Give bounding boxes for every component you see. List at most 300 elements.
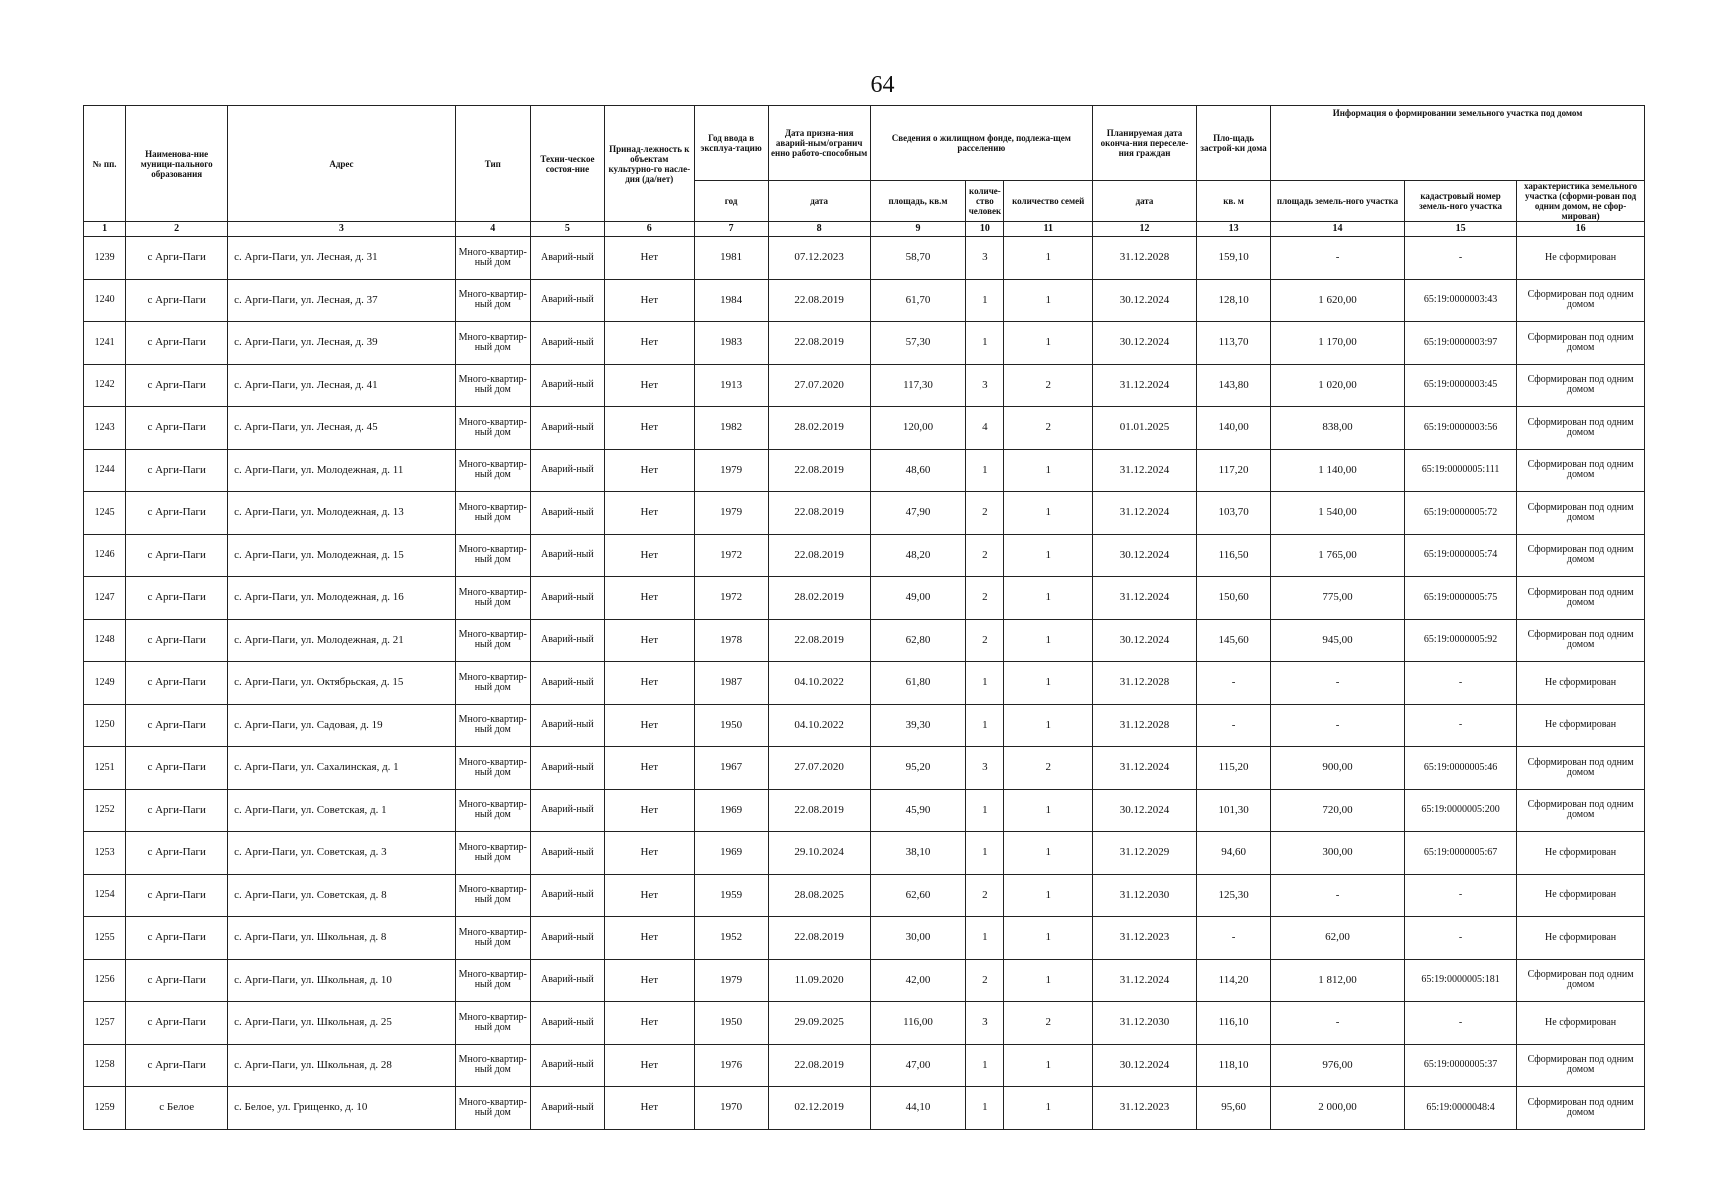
- families-cell: 1: [1004, 704, 1093, 747]
- year-cell: 1969: [694, 832, 768, 875]
- address-cell: с. Арги-Паги, ул. Сахалинская, д. 1: [228, 747, 456, 790]
- header-commission-year: Год ввода в эксплуа-тацию: [694, 106, 768, 181]
- state-cell: Аварий-ный: [530, 407, 604, 450]
- table-row: [84, 279, 1645, 322]
- families-cell: 1: [1004, 449, 1093, 492]
- address-cell: с. Арги-Паги, ул. Садовая, д. 19: [228, 704, 456, 747]
- heritage-cell: Нет: [604, 237, 694, 280]
- column-number: 13: [1197, 222, 1271, 237]
- heritage-cell: Нет: [604, 577, 694, 620]
- planned-date-cell: 31.12.2028: [1093, 662, 1197, 705]
- row-number: 1252: [84, 789, 126, 832]
- people-cell: 1: [966, 789, 1004, 832]
- year-cell: 1970: [694, 1087, 768, 1130]
- emergency-date-cell: 22.08.2019: [768, 917, 870, 960]
- land-area-cell: 1 765,00: [1271, 534, 1405, 577]
- building-area-cell: 101,30: [1197, 789, 1271, 832]
- heritage-cell: Нет: [604, 534, 694, 577]
- land-area-cell: -: [1271, 704, 1405, 747]
- land-characteristic-cell: Сформирован под одним домом: [1517, 449, 1645, 492]
- year-cell: 1913: [694, 364, 768, 407]
- resettlement-table: [83, 105, 1645, 1130]
- row-number: 1241: [84, 322, 126, 365]
- table-row: [84, 364, 1645, 407]
- building-area-cell: -: [1197, 917, 1271, 960]
- table-row: [84, 959, 1645, 1002]
- year-cell: 1987: [694, 662, 768, 705]
- people-cell: 2: [966, 959, 1004, 1002]
- type-cell: Много-квартир-ный дом: [455, 577, 530, 620]
- municipality-cell: с Арги-Паги: [126, 577, 228, 620]
- families-cell: 1: [1004, 832, 1093, 875]
- municipality-cell: с Арги-Паги: [126, 1044, 228, 1087]
- table-row: [84, 789, 1645, 832]
- planned-date-cell: 31.12.2023: [1093, 917, 1197, 960]
- municipality-cell: с Арги-Паги: [126, 917, 228, 960]
- emergency-date-cell: 02.12.2019: [768, 1087, 870, 1130]
- table-row: [84, 619, 1645, 662]
- table-row: [84, 704, 1645, 747]
- cadastral-number-cell: 65:19:0000005:74: [1404, 534, 1516, 577]
- emergency-date-cell: 22.08.2019: [768, 322, 870, 365]
- unit-year: год: [694, 181, 768, 222]
- column-number: 4: [455, 222, 530, 237]
- land-characteristic-cell: Сформирован под одним домом: [1517, 364, 1645, 407]
- area-cell: 49,00: [870, 577, 966, 620]
- cadastral-number-cell: -: [1404, 874, 1516, 917]
- row-number: 1257: [84, 1002, 126, 1045]
- building-area-cell: -: [1197, 704, 1271, 747]
- area-cell: 120,00: [870, 407, 966, 450]
- people-cell: 1: [966, 1087, 1004, 1130]
- column-number: 1: [84, 222, 126, 237]
- table-row: [84, 874, 1645, 917]
- planned-date-cell: 30.12.2024: [1093, 789, 1197, 832]
- header-land-characteristic: характеристика земельного участка (сформи-рован под одним домом, не сфор-мирован): [1517, 181, 1645, 222]
- state-cell: Аварий-ный: [530, 577, 604, 620]
- row-number: 1245: [84, 492, 126, 535]
- people-cell: 1: [966, 449, 1004, 492]
- address-cell: с. Арги-Паги, ул. Лесная, д. 45: [228, 407, 456, 450]
- people-cell: 2: [966, 534, 1004, 577]
- header-type: Тип: [455, 106, 530, 222]
- state-cell: Аварий-ный: [530, 322, 604, 365]
- area-cell: 38,10: [870, 832, 966, 875]
- municipality-cell: с Арги-Паги: [126, 322, 228, 365]
- address-cell: с. Арги-Паги, ул. Советская, д. 1: [228, 789, 456, 832]
- land-area-cell: 900,00: [1271, 747, 1405, 790]
- area-cell: 58,70: [870, 237, 966, 280]
- land-area-cell: 1 620,00: [1271, 279, 1405, 322]
- type-cell: Много-квартир-ный дом: [455, 449, 530, 492]
- heritage-cell: Нет: [604, 917, 694, 960]
- type-cell: Много-квартир-ный дом: [455, 619, 530, 662]
- cadastral-number-cell: 65:19:0000005:181: [1404, 959, 1516, 1002]
- planned-date-cell: 31.12.2024: [1093, 492, 1197, 535]
- emergency-date-cell: 11.09.2020: [768, 959, 870, 1002]
- planned-date-cell: 31.12.2029: [1093, 832, 1197, 875]
- unit-plan-date: дата: [1093, 181, 1197, 222]
- type-cell: Много-квартир-ный дом: [455, 237, 530, 280]
- land-area-cell: 1 812,00: [1271, 959, 1405, 1002]
- emergency-date-cell: 29.09.2025: [768, 1002, 870, 1045]
- families-cell: 1: [1004, 492, 1093, 535]
- area-cell: 57,30: [870, 322, 966, 365]
- address-cell: с. Арги-Паги, ул. Лесная, д. 39: [228, 322, 456, 365]
- type-cell: Много-квартир-ный дом: [455, 407, 530, 450]
- cadastral-number-cell: 65:19:0000005:46: [1404, 747, 1516, 790]
- land-area-cell: 2 000,00: [1271, 1087, 1405, 1130]
- people-cell: 3: [966, 237, 1004, 280]
- header-land-area: площадь земель-ного участка: [1271, 181, 1405, 222]
- families-cell: 1: [1004, 917, 1093, 960]
- families-cell: 1: [1004, 534, 1093, 577]
- people-cell: 1: [966, 917, 1004, 960]
- building-area-cell: 116,50: [1197, 534, 1271, 577]
- families-cell: 1: [1004, 619, 1093, 662]
- land-characteristic-cell: Сформирован под одним домом: [1517, 322, 1645, 365]
- municipality-cell: с Арги-Паги: [126, 789, 228, 832]
- type-cell: Много-квартир-ный дом: [455, 917, 530, 960]
- type-cell: Много-квартир-ный дом: [455, 704, 530, 747]
- address-cell: с. Арги-Паги, ул. Школьная, д. 10: [228, 959, 456, 1002]
- area-cell: 30,00: [870, 917, 966, 960]
- address-cell: с. Арги-Паги, ул. Молодежная, д. 11: [228, 449, 456, 492]
- planned-date-cell: 30.12.2024: [1093, 534, 1197, 577]
- land-characteristic-cell: Сформирован под одним домом: [1517, 619, 1645, 662]
- land-characteristic-cell: Сформирован под одним домом: [1517, 747, 1645, 790]
- table-row: [84, 1002, 1645, 1045]
- people-cell: 2: [966, 492, 1004, 535]
- row-number: 1254: [84, 874, 126, 917]
- cadastral-number-cell: 65:19:0000003:97: [1404, 322, 1516, 365]
- land-area-cell: -: [1271, 237, 1405, 280]
- land-area-cell: 945,00: [1271, 619, 1405, 662]
- people-cell: 1: [966, 1044, 1004, 1087]
- header-municipality: Наименова-ние муници-пального образования: [126, 106, 228, 222]
- heritage-cell: Нет: [604, 449, 694, 492]
- year-cell: 1976: [694, 1044, 768, 1087]
- state-cell: Аварий-ный: [530, 1087, 604, 1130]
- land-area-cell: 838,00: [1271, 407, 1405, 450]
- cadastral-number-cell: -: [1404, 237, 1516, 280]
- emergency-date-cell: 07.12.2023: [768, 237, 870, 280]
- cadastral-number-cell: -: [1404, 662, 1516, 705]
- building-area-cell: 143,80: [1197, 364, 1271, 407]
- cadastral-number-cell: -: [1404, 917, 1516, 960]
- area-cell: 44,10: [870, 1087, 966, 1130]
- type-cell: Много-квартир-ный дом: [455, 364, 530, 407]
- column-number: 7: [694, 222, 768, 237]
- cadastral-number-cell: 65:19:0000005:75: [1404, 577, 1516, 620]
- year-cell: 1979: [694, 959, 768, 1002]
- address-cell: с. Арги-Паги, ул. Советская, д. 3: [228, 832, 456, 875]
- state-cell: Аварий-ный: [530, 619, 604, 662]
- families-cell: 1: [1004, 959, 1093, 1002]
- building-area-cell: 145,60: [1197, 619, 1271, 662]
- emergency-date-cell: 27.07.2020: [768, 364, 870, 407]
- state-cell: Аварий-ный: [530, 279, 604, 322]
- row-number: 1240: [84, 279, 126, 322]
- families-cell: 2: [1004, 1002, 1093, 1045]
- cadastral-number-cell: -: [1404, 1002, 1516, 1045]
- people-cell: 1: [966, 322, 1004, 365]
- year-cell: 1950: [694, 1002, 768, 1045]
- row-number: 1247: [84, 577, 126, 620]
- column-number: 5: [530, 222, 604, 237]
- type-cell: Много-квартир-ный дом: [455, 1002, 530, 1045]
- header-emergency-date: Дата призна-ния аварий-ным/огранич енно работо-способным: [768, 106, 870, 181]
- state-cell: Аварий-ный: [530, 747, 604, 790]
- heritage-cell: Нет: [604, 407, 694, 450]
- building-area-cell: 159,10: [1197, 237, 1271, 280]
- address-cell: с. Арги-Паги, ул. Школьная, д. 25: [228, 1002, 456, 1045]
- heritage-cell: Нет: [604, 364, 694, 407]
- column-number: 9: [870, 222, 966, 237]
- land-area-cell: 62,00: [1271, 917, 1405, 960]
- area-cell: 61,70: [870, 279, 966, 322]
- header-building-area: Пло-щадь застрой-ки дома: [1197, 106, 1271, 181]
- table-body: [84, 237, 1645, 1130]
- address-cell: с. Арги-Паги, ул. Лесная, д. 37: [228, 279, 456, 322]
- state-cell: Аварий-ный: [530, 832, 604, 875]
- state-cell: Аварий-ный: [530, 789, 604, 832]
- cadastral-number-cell: 65:19:0000003:43: [1404, 279, 1516, 322]
- land-characteristic-cell: Не сформирован: [1517, 917, 1645, 960]
- state-cell: Аварий-ный: [530, 1044, 604, 1087]
- emergency-date-cell: 04.10.2022: [768, 704, 870, 747]
- planned-date-cell: 31.12.2024: [1093, 959, 1197, 1002]
- area-cell: 42,00: [870, 959, 966, 1002]
- building-area-cell: 140,00: [1197, 407, 1271, 450]
- type-cell: Много-квартир-ный дом: [455, 832, 530, 875]
- row-number: 1255: [84, 917, 126, 960]
- page-number: 64: [870, 72, 895, 98]
- emergency-date-cell: 22.08.2019: [768, 279, 870, 322]
- state-cell: Аварий-ный: [530, 959, 604, 1002]
- heritage-cell: Нет: [604, 619, 694, 662]
- area-cell: 62,80: [870, 619, 966, 662]
- unit-date: дата: [768, 181, 870, 222]
- area-cell: 48,20: [870, 534, 966, 577]
- land-characteristic-cell: Сформирован под одним домом: [1517, 1087, 1645, 1130]
- families-cell: 2: [1004, 747, 1093, 790]
- header-number: № пп.: [84, 106, 126, 222]
- land-characteristic-cell: Сформирован под одним домом: [1517, 279, 1645, 322]
- area-cell: 116,00: [870, 1002, 966, 1045]
- land-characteristic-cell: Не сформирован: [1517, 874, 1645, 917]
- column-number: 16: [1517, 222, 1645, 237]
- type-cell: Много-квартир-ный дом: [455, 279, 530, 322]
- table-row: [84, 1087, 1645, 1130]
- planned-date-cell: 30.12.2024: [1093, 1044, 1197, 1087]
- building-area-cell: 125,30: [1197, 874, 1271, 917]
- people-cell: 2: [966, 577, 1004, 620]
- header-cadastral-number: кадастровый номер земель-ного участка: [1404, 181, 1516, 222]
- cadastral-number-cell: 65:19:0000005:67: [1404, 832, 1516, 875]
- families-cell: 1: [1004, 577, 1093, 620]
- table-row: [84, 322, 1645, 365]
- column-number: 10: [966, 222, 1004, 237]
- address-cell: с. Арги-Паги, ул. Молодежная, д. 16: [228, 577, 456, 620]
- state-cell: Аварий-ный: [530, 449, 604, 492]
- table-row: [84, 492, 1645, 535]
- municipality-cell: с Арги-Паги: [126, 704, 228, 747]
- address-cell: с. Арги-Паги, ул. Советская, д. 8: [228, 874, 456, 917]
- row-number: 1248: [84, 619, 126, 662]
- planned-date-cell: 31.12.2028: [1093, 704, 1197, 747]
- column-number: 14: [1271, 222, 1405, 237]
- emergency-date-cell: 22.08.2019: [768, 534, 870, 577]
- address-cell: с. Арги-Паги, ул. Октябрьская, д. 15: [228, 662, 456, 705]
- area-cell: 62,60: [870, 874, 966, 917]
- land-characteristic-cell: Сформирован под одним домом: [1517, 492, 1645, 535]
- families-cell: 1: [1004, 279, 1093, 322]
- land-characteristic-cell: Сформирован под одним домом: [1517, 577, 1645, 620]
- cadastral-number-cell: 65:19:0000048:4: [1404, 1087, 1516, 1130]
- state-cell: Аварий-ный: [530, 364, 604, 407]
- year-cell: 1972: [694, 534, 768, 577]
- year-cell: 1950: [694, 704, 768, 747]
- heritage-cell: Нет: [604, 279, 694, 322]
- planned-date-cell: 31.12.2028: [1093, 237, 1197, 280]
- address-cell: с. Арги-Паги, ул. Молодежная, д. 15: [228, 534, 456, 577]
- cadastral-number-cell: 65:19:0000003:56: [1404, 407, 1516, 450]
- people-cell: 1: [966, 279, 1004, 322]
- planned-date-cell: 31.12.2023: [1093, 1087, 1197, 1130]
- table-row: [84, 917, 1645, 960]
- cadastral-number-cell: 65:19:0000005:111: [1404, 449, 1516, 492]
- families-cell: 1: [1004, 874, 1093, 917]
- municipality-cell: с Белое: [126, 1087, 228, 1130]
- land-area-cell: 1 540,00: [1271, 492, 1405, 535]
- land-characteristic-cell: Не сформирован: [1517, 1002, 1645, 1045]
- municipality-cell: с Арги-Паги: [126, 449, 228, 492]
- address-cell: с. Арги-Паги, ул. Лесная, д. 41: [228, 364, 456, 407]
- municipality-cell: с Арги-Паги: [126, 874, 228, 917]
- header-land-info: Информация о формировании земельного участка под домом: [1271, 106, 1645, 181]
- people-cell: 3: [966, 1002, 1004, 1045]
- families-cell: 2: [1004, 407, 1093, 450]
- families-cell: 1: [1004, 1044, 1093, 1087]
- unit-families: количество семей: [1004, 181, 1093, 222]
- municipality-cell: с Арги-Паги: [126, 279, 228, 322]
- table-row: [84, 449, 1645, 492]
- table-row: [84, 747, 1645, 790]
- state-cell: Аварий-ный: [530, 874, 604, 917]
- people-cell: 1: [966, 832, 1004, 875]
- state-cell: Аварий-ный: [530, 704, 604, 747]
- year-cell: 1959: [694, 874, 768, 917]
- municipality-cell: с Арги-Паги: [126, 407, 228, 450]
- state-cell: Аварий-ный: [530, 662, 604, 705]
- land-characteristic-cell: Не сформирован: [1517, 704, 1645, 747]
- heritage-cell: Нет: [604, 874, 694, 917]
- row-number: 1259: [84, 1087, 126, 1130]
- header-housing-fund: Сведения о жилищном фонде, подлежа-щем расселению: [870, 106, 1092, 181]
- planned-date-cell: 30.12.2024: [1093, 619, 1197, 662]
- column-number: 3: [228, 222, 456, 237]
- municipality-cell: с Арги-Паги: [126, 1002, 228, 1045]
- land-area-cell: 775,00: [1271, 577, 1405, 620]
- emergency-date-cell: 28.08.2025: [768, 874, 870, 917]
- land-characteristic-cell: Не сформирован: [1517, 662, 1645, 705]
- building-area-cell: 118,10: [1197, 1044, 1271, 1087]
- land-area-cell: -: [1271, 1002, 1405, 1045]
- year-cell: 1952: [694, 917, 768, 960]
- address-cell: с. Белое, ул. Грищенко, д. 10: [228, 1087, 456, 1130]
- table-row: [84, 534, 1645, 577]
- heritage-cell: Нет: [604, 1044, 694, 1087]
- type-cell: Много-квартир-ный дом: [455, 789, 530, 832]
- row-number: 1251: [84, 747, 126, 790]
- land-area-cell: -: [1271, 874, 1405, 917]
- row-number: 1250: [84, 704, 126, 747]
- column-number: 11: [1004, 222, 1093, 237]
- type-cell: Много-квартир-ный дом: [455, 322, 530, 365]
- land-characteristic-cell: Сформирован под одним домом: [1517, 407, 1645, 450]
- row-number: 1253: [84, 832, 126, 875]
- row-number: 1258: [84, 1044, 126, 1087]
- building-area-cell: -: [1197, 662, 1271, 705]
- table-row: [84, 577, 1645, 620]
- column-number: 15: [1404, 222, 1516, 237]
- building-area-cell: 103,70: [1197, 492, 1271, 535]
- type-cell: Много-квартир-ный дом: [455, 492, 530, 535]
- heritage-cell: Нет: [604, 1002, 694, 1045]
- column-number: 8: [768, 222, 870, 237]
- cadastral-number-cell: 65:19:0000005:200: [1404, 789, 1516, 832]
- people-cell: 3: [966, 364, 1004, 407]
- type-cell: Много-квартир-ный дом: [455, 662, 530, 705]
- area-cell: 39,30: [870, 704, 966, 747]
- row-number: 1249: [84, 662, 126, 705]
- people-cell: 1: [966, 704, 1004, 747]
- heritage-cell: Нет: [604, 704, 694, 747]
- families-cell: 1: [1004, 237, 1093, 280]
- header-heritage: Принад-лежность к объектам культурно-го насле-дия (да/нет): [604, 106, 694, 222]
- emergency-date-cell: 27.07.2020: [768, 747, 870, 790]
- cadastral-number-cell: 65:19:0000005:72: [1404, 492, 1516, 535]
- planned-date-cell: 31.12.2024: [1093, 747, 1197, 790]
- emergency-date-cell: 29.10.2024: [768, 832, 870, 875]
- people-cell: 4: [966, 407, 1004, 450]
- type-cell: Много-квартир-ный дом: [455, 1087, 530, 1130]
- building-area-cell: 95,60: [1197, 1087, 1271, 1130]
- emergency-date-cell: 22.08.2019: [768, 789, 870, 832]
- row-number: 1246: [84, 534, 126, 577]
- year-cell: 1967: [694, 747, 768, 790]
- type-cell: Много-квартир-ный дом: [455, 959, 530, 1002]
- column-number: 6: [604, 222, 694, 237]
- municipality-cell: с Арги-Паги: [126, 832, 228, 875]
- land-characteristic-cell: Сформирован под одним домом: [1517, 534, 1645, 577]
- planned-date-cell: 31.12.2024: [1093, 577, 1197, 620]
- address-cell: с. Арги-Паги, ул. Молодежная, д. 21: [228, 619, 456, 662]
- cadastral-number-cell: -: [1404, 704, 1516, 747]
- address-cell: с. Арги-Паги, ул. Школьная, д. 28: [228, 1044, 456, 1087]
- column-numbers-row: [84, 222, 1645, 237]
- heritage-cell: Нет: [604, 832, 694, 875]
- land-characteristic-cell: Сформирован под одним домом: [1517, 1044, 1645, 1087]
- table-row: [84, 407, 1645, 450]
- area-cell: 48,60: [870, 449, 966, 492]
- row-number: 1243: [84, 407, 126, 450]
- header-planned-date: Планируемая дата оконча-ния переселе-ния граждан: [1093, 106, 1197, 181]
- header-tech-state: Техни-ческое состоя-ние: [530, 106, 604, 222]
- land-area-cell: 1 140,00: [1271, 449, 1405, 492]
- row-number: 1256: [84, 959, 126, 1002]
